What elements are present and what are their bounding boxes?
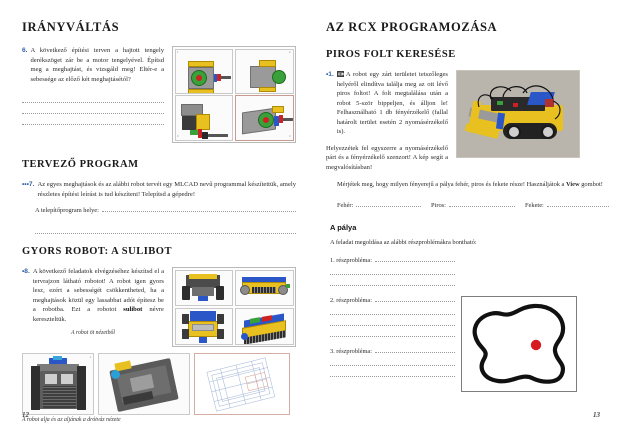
wireframe-svg (195, 354, 290, 415)
page-title-iranyvaltas: IRÁNYVÁLTÁS (22, 20, 120, 34)
para3-b: gombot! (579, 181, 603, 189)
track-svg (462, 297, 576, 391)
answer-line[interactable] (35, 223, 296, 234)
task-1-paragraph-3 (337, 180, 605, 189)
photo-sulibot-robot (456, 70, 580, 158)
view-perspective (235, 308, 294, 345)
build-cell-1: 1 (175, 49, 234, 94)
task-8-text-b: névre kereszteltük. (32, 306, 164, 323)
task-7 (22, 180, 296, 199)
measure-input-red[interactable] (449, 200, 515, 207)
answer-line[interactable] (330, 366, 455, 377)
view-top (175, 308, 234, 345)
measure-field-white (337, 200, 421, 209)
build-cell-2: 2 (235, 49, 294, 94)
answer-line[interactable] (330, 264, 455, 275)
answer-line[interactable] (330, 275, 455, 286)
subproblem-2 (330, 295, 455, 304)
task-1-text (337, 70, 448, 137)
red-spot (531, 340, 541, 350)
task-1-note (326, 144, 448, 173)
task-8-text-a: A következő feladatok elvégzéséhez készítsd el a tervrajzon látható robotot! A robot igen gyors lesz, ezért a sebességét csökkentheted, ha a meghajtások közül egy lassabbat adót építesz be a robotba. Ezt a robotot (32, 268, 164, 314)
subproblem-3-label: 3. részprobléma: (330, 347, 372, 355)
subproblems-column (330, 255, 455, 392)
answer-line[interactable] (330, 326, 455, 337)
page-title-tervezo-program: TERVEZŐ PROGRAM (22, 159, 139, 170)
measure-field-red (431, 200, 515, 209)
subproblem-1-input[interactable] (375, 255, 455, 262)
subproblem-2-input[interactable] (375, 295, 455, 302)
measure-field-black (525, 200, 609, 209)
task-1-number: •1. (326, 71, 334, 79)
view-rear: 1 (22, 353, 94, 415)
view-button-keyword: View (566, 181, 580, 189)
subtitle-piros-folt: PIROS FOLT KERESÉSE (326, 49, 456, 60)
task-8-number: •8. (22, 268, 30, 276)
measure-fields-row (337, 200, 609, 209)
build-cell-3: 3 (175, 95, 234, 140)
view-front (175, 270, 234, 307)
answer-line[interactable] (330, 304, 455, 315)
task-6 (22, 46, 164, 84)
task-1 (326, 70, 448, 137)
task-7-text: Az egyes meghajtások és az alábbi robot tervét egy MLCAD nevű programmal készítettük, amely részletes építési leírást is tud készíteni! Telepítsd a gépedre! (37, 181, 296, 198)
task-1-paragraph-1: A robot egy zárt területet tetszőleges helyéről elindítva találja meg az ott lévő piros foltot! A folt megtalálása után a robot 5-ször bippeljen, és álljon le! Felhasználható 1 db fényérzékelő (fallal határolt terület esetén 2 nyomásérzékelő is). (336, 71, 448, 136)
answer-line[interactable] (330, 355, 455, 366)
view-side (235, 270, 294, 307)
page-title-gyors-robot: GYORS ROBOT: A SULIBOT (22, 246, 172, 258)
subproblem-1 (330, 255, 455, 264)
answer-line[interactable] (22, 92, 164, 103)
caption-bottom-wireframe: A robot alja és az aljának a drótváz nézete (22, 417, 121, 424)
figure-track-field (461, 296, 577, 392)
heading-a-palya: A pálya (330, 222, 357, 232)
subproblem-2-label: 2. részprobléma: (330, 296, 372, 304)
build-cell-4-assembled: 4 (235, 95, 294, 140)
figure-row-bottom (22, 353, 296, 415)
view-wireframe (194, 353, 290, 415)
installer-path-label: A telepítőprogram helye: (35, 207, 99, 215)
page-number-right: 13 (593, 411, 600, 419)
installer-path-input[interactable] (102, 205, 296, 212)
measure-label-red: Piros: (431, 201, 446, 209)
measure-label-black: Fekete: (525, 201, 544, 209)
task-6-number: 6. (22, 47, 28, 55)
measure-input-white[interactable] (356, 200, 421, 207)
answer-line[interactable] (330, 315, 455, 326)
subproblem-3 (330, 346, 455, 355)
task-8 (22, 267, 164, 324)
caption-five-views: A robot öt nézetből (71, 330, 115, 337)
page-number-left: 12 (22, 411, 29, 419)
task-6-text: A következő építési terven a hajtott tengely derékszöget zár be a motor tengelyével. Építsd meg a meghajtást, és vizsgáld meg! Eltér-e a sebessége az előző két meghajtásétól? (30, 47, 164, 83)
subproblem-1-label: 1. részprobléma: (330, 256, 372, 264)
subproblem-3-input[interactable] (375, 346, 455, 353)
task-1-paragraph-2: Helyezzétek fel egyszerre a nyomásérzékelő párt és a fényérzékelő szenzort! A kép segít a megvalósításban! (326, 144, 448, 171)
answer-line[interactable] (22, 114, 164, 125)
track-intro-text: A feladat megoldása az alábbi részproblémákra bontható: (330, 238, 477, 246)
page-title-rcx: AZ RCX PROGRAMOZÁSA (326, 20, 498, 34)
measure-label-white: Fehér: (337, 201, 354, 209)
figure-sulibot-five-views (172, 267, 296, 347)
rcx-brick-icon (337, 71, 344, 77)
right-page (310, 0, 620, 439)
photo-wires (457, 71, 580, 158)
figure-angle-drive-build-plan (172, 46, 296, 143)
answer-line[interactable] (22, 103, 164, 114)
task-7-number: •••7. (22, 181, 35, 189)
measure-input-black[interactable] (547, 200, 609, 207)
view-bottom (98, 353, 190, 415)
para3-a: Mérjétek meg, hogy milyen fényerejű a pálya fehér, piros és fekete része! Használjátok a (337, 181, 566, 189)
task-8-keyword: sulibot (123, 306, 143, 314)
task-8-text (33, 267, 164, 324)
